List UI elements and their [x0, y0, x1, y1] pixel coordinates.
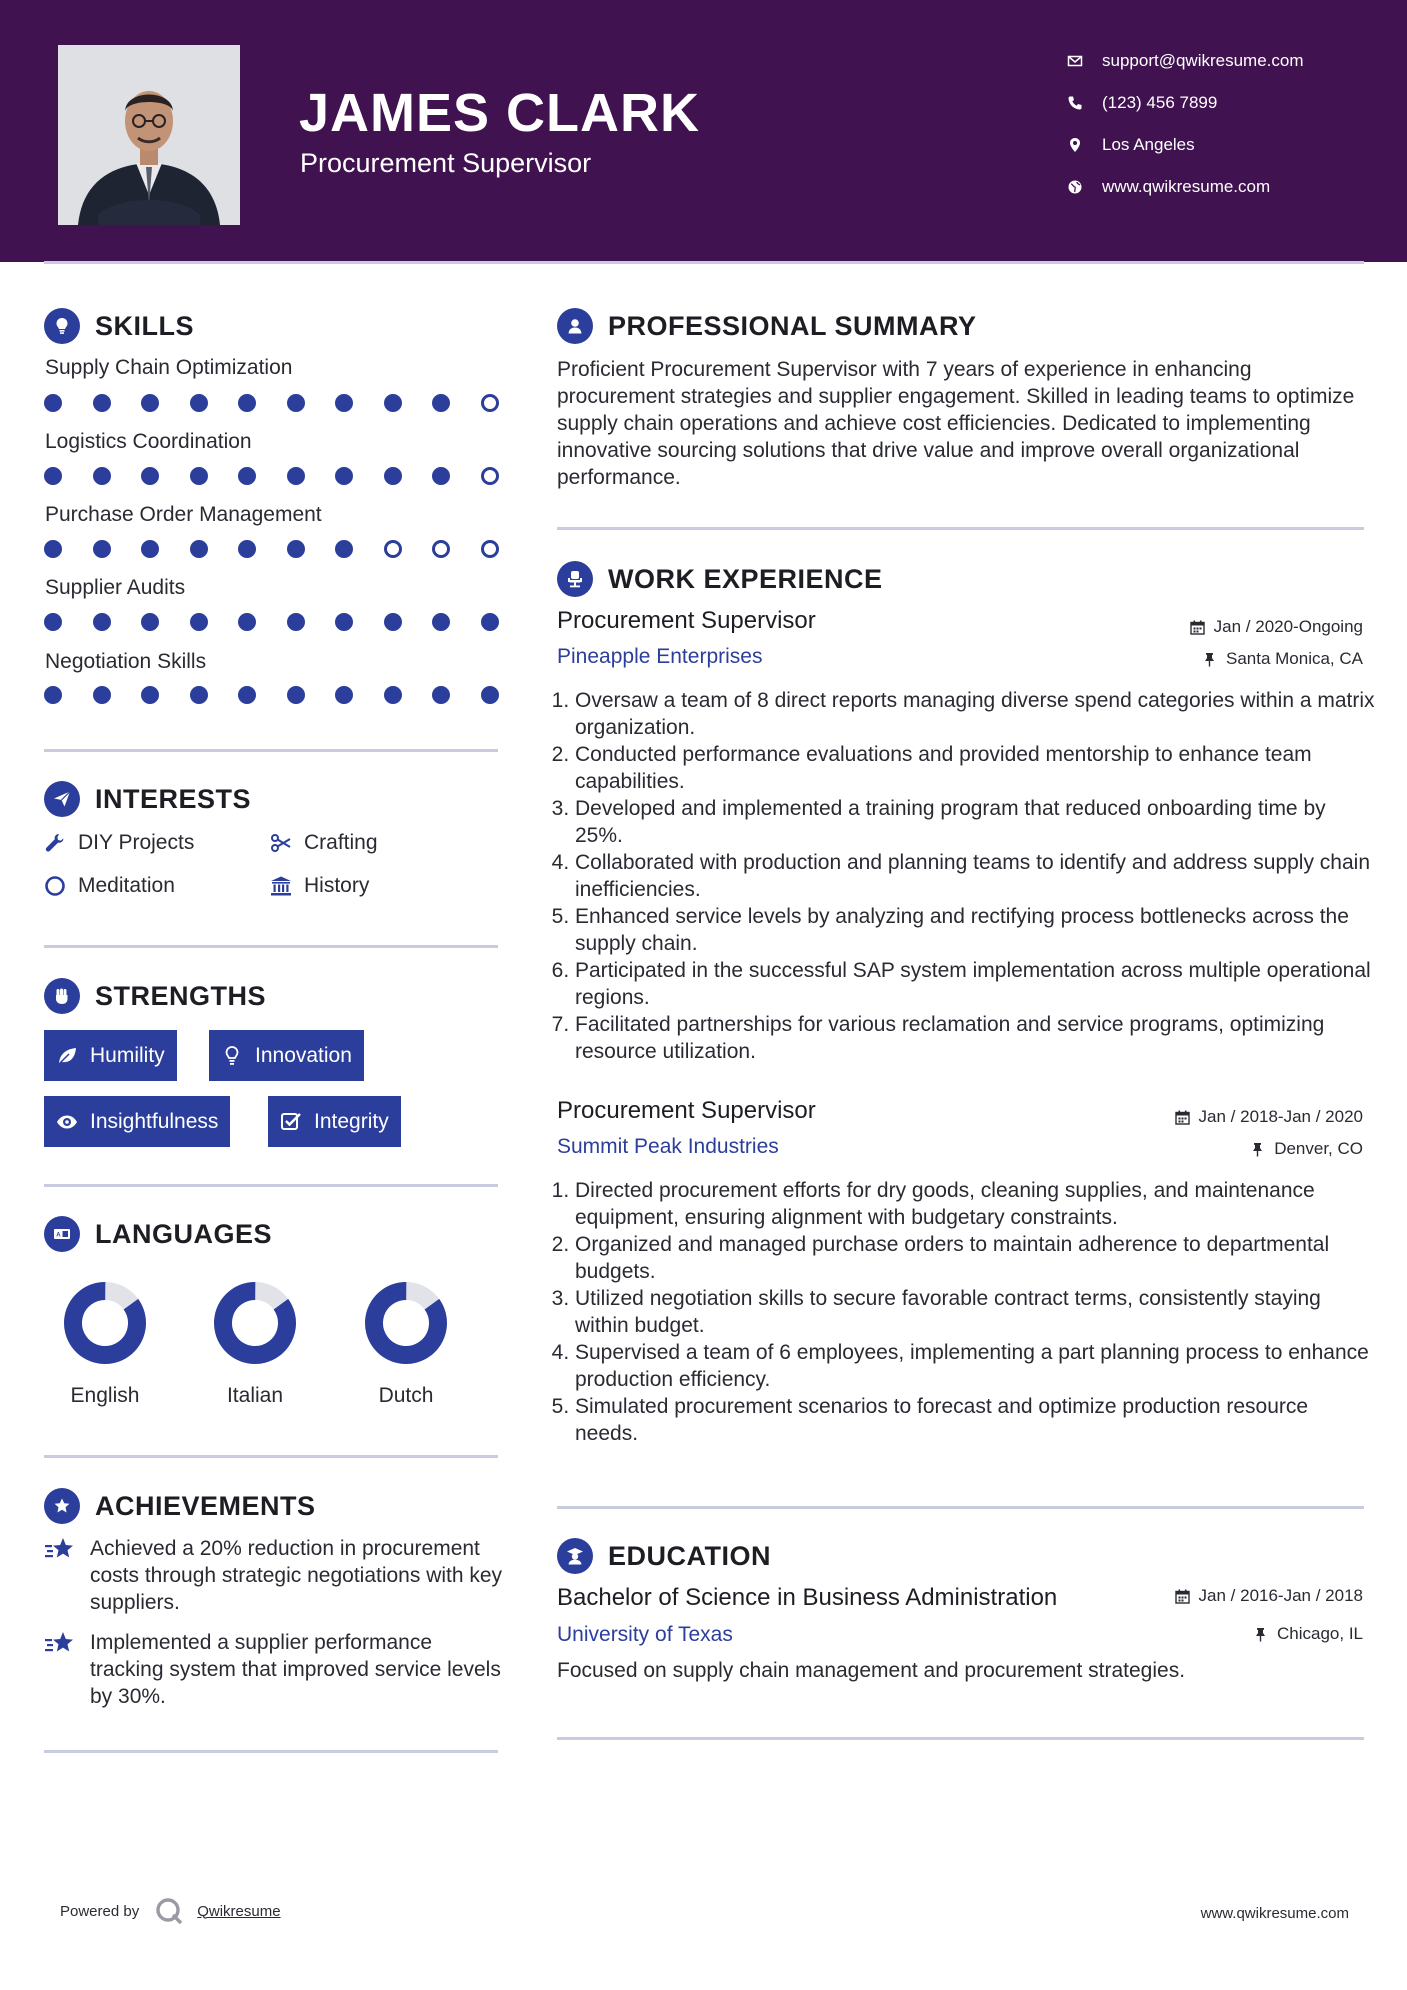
strength-label: Innovation — [255, 1043, 352, 1067]
star-badge-icon — [44, 1488, 80, 1524]
responsibility-item: 1. Directed procurement efforts for dry goods, cleaning supplies, and maintenance equipment, ensuring alignment with budgetary constraints. — [575, 1177, 1375, 1231]
rating-dot-empty — [384, 540, 402, 558]
rating-dot-filled — [287, 613, 305, 631]
rating-dot-filled — [238, 394, 256, 412]
job-dates-text: Jan / 2018-Jan / 2020 — [1198, 1107, 1363, 1126]
footer-url[interactable]: www.qwikresume.com — [1200, 1905, 1349, 1922]
globe-icon — [1064, 176, 1086, 198]
strength-label: Integrity — [314, 1109, 389, 1133]
education-dates-text: Jan / 2016-Jan / 2018 — [1198, 1586, 1363, 1605]
responsibility-item: 4. Supervised a team of 6 employees, implementing a part planning process to enhance production efficiency. — [575, 1339, 1375, 1393]
rating-dot-filled — [190, 394, 208, 412]
section-divider — [44, 749, 498, 752]
skill-rating — [44, 686, 529, 704]
qwikresume-logo-icon — [155, 1897, 183, 1925]
skill-name: Logistics Coordination — [45, 430, 252, 453]
rating-dot-filled — [335, 686, 353, 704]
paper-plane-icon — [44, 781, 80, 817]
experience-title: WORK EXPERIENCE — [608, 563, 883, 594]
skills-heading — [44, 308, 194, 344]
rating-dot-filled — [93, 467, 111, 485]
company-name: Summit Peak Industries — [557, 1135, 779, 1158]
rating-dot-filled — [93, 540, 111, 558]
achievement-text: Implemented a supplier performance tracking system that improved service levels by 30%. — [90, 1631, 501, 1708]
profile-photo — [58, 45, 240, 225]
job-dates — [1190, 617, 1363, 637]
interest-item — [270, 874, 369, 898]
skill-rating — [44, 613, 529, 631]
calendar-icon — [1175, 1110, 1190, 1125]
contact-list — [1064, 40, 1394, 208]
rating-dot-filled — [238, 613, 256, 631]
language-label: English — [70, 1384, 140, 1407]
rating-dot-filled — [44, 613, 62, 631]
rating-dot-empty — [481, 467, 499, 485]
job-location — [1250, 1139, 1363, 1159]
contact-location-text: Los Angeles — [1102, 135, 1195, 154]
job-location — [1202, 649, 1363, 669]
education-dates — [1175, 1586, 1363, 1606]
responsibility-item: 7. Facilitated partnerships for various reclamation and service programs, optimizing resource utilization. — [575, 1011, 1375, 1065]
rating-dot-filled — [238, 540, 256, 558]
header-divider — [44, 261, 1364, 264]
eye-icon — [56, 1111, 78, 1133]
pushpin-icon — [1202, 652, 1217, 667]
job-responsibilities — [575, 1177, 1375, 1447]
degree-title: Bachelor of Science in Business Administration — [557, 1584, 1058, 1611]
interest-item — [270, 831, 378, 855]
contact-website[interactable] — [1064, 166, 1394, 208]
location-pin-icon — [1064, 134, 1086, 156]
skill-name: Supply Chain Optimization — [45, 356, 293, 379]
rating-dot-filled — [93, 394, 111, 412]
responsibility-item: 1. Oversaw a team of 8 direct reports managing diverse spend categories within a matrix organization. — [575, 687, 1375, 741]
portrait-image — [58, 45, 240, 225]
education-heading — [557, 1538, 771, 1574]
interest-item — [44, 831, 194, 855]
rating-dot-filled — [432, 394, 450, 412]
section-divider — [44, 1455, 498, 1458]
achievement-item — [44, 1629, 504, 1710]
rating-dot-filled — [481, 613, 499, 631]
interest-label: Meditation — [78, 874, 175, 897]
skill-name: Negotiation Skills — [45, 650, 207, 673]
language-item — [45, 1280, 165, 1408]
rating-dot-empty — [481, 394, 499, 412]
skill-name: Purchase Order Management — [45, 503, 322, 526]
strength-badge — [209, 1030, 364, 1081]
language-item — [346, 1280, 466, 1408]
strength-label: Insightfulness — [90, 1109, 219, 1133]
rating-dot-filled — [190, 467, 208, 485]
star-icon — [44, 1537, 78, 1563]
interest-label: History — [304, 874, 370, 897]
summary-title: PROFESSIONAL SUMMARY — [608, 310, 977, 341]
rating-dot-filled — [384, 613, 402, 631]
rating-dot-filled — [335, 540, 353, 558]
fist-icon — [44, 978, 80, 1014]
achievement-item — [44, 1535, 504, 1616]
summary-heading — [557, 308, 977, 344]
rating-dot-filled — [93, 613, 111, 631]
languages-heading — [44, 1216, 272, 1252]
skill-rating — [44, 467, 529, 485]
section-divider — [557, 1737, 1364, 1740]
contact-location — [1064, 124, 1394, 166]
rating-dot-filled — [432, 686, 450, 704]
rating-dot-filled — [93, 686, 111, 704]
phone-icon — [1064, 92, 1086, 114]
rating-dot-filled — [141, 540, 159, 558]
languages-title: LANGUAGES — [95, 1218, 273, 1249]
rating-dot-filled — [384, 394, 402, 412]
rating-dot-filled — [141, 467, 159, 485]
language-label: Dutch — [378, 1384, 434, 1407]
pushpin-icon — [1250, 1142, 1265, 1157]
job-dates-text: Jan / 2020-Ongoing — [1213, 617, 1363, 636]
contact-phone[interactable] — [1064, 82, 1394, 124]
interest-label: DIY Projects — [78, 831, 195, 854]
strength-badge — [268, 1096, 401, 1147]
rating-dot-filled — [141, 613, 159, 631]
achievement-text: Achieved a 20% reduction in procurement costs through strategic negotiations with key suppliers. — [90, 1537, 503, 1614]
experience-heading — [557, 561, 883, 597]
rating-dot-filled — [44, 467, 62, 485]
pushpin-icon — [1253, 1627, 1268, 1642]
rating-dot-filled — [481, 686, 499, 704]
qwikresume-link[interactable]: Qwikresume — [197, 1902, 281, 1920]
museum-icon — [270, 875, 292, 897]
language-icon — [44, 1216, 80, 1252]
rating-dot-filled — [44, 686, 62, 704]
language-donut — [363, 1280, 449, 1366]
responsibility-item: 5. Enhanced service levels by analyzing and rectifying process bottlenecks across the supply chain. — [575, 903, 1375, 957]
job-title: Procurement Supervisor — [557, 1097, 816, 1124]
calendar-icon — [1190, 620, 1205, 635]
lightbulb-icon — [44, 308, 80, 344]
contact-website-text: www.qwikresume.com — [1102, 177, 1271, 196]
language-donut — [212, 1280, 298, 1366]
interest-label: Crafting — [304, 831, 378, 854]
language-item — [195, 1280, 315, 1408]
education-description: Focused on supply chain management and procurement strategies. — [557, 1659, 1186, 1682]
section-divider — [44, 1750, 498, 1753]
school-name: University of Texas — [557, 1623, 733, 1646]
section-divider — [557, 527, 1364, 530]
company-name: Pineapple Enterprises — [557, 645, 763, 668]
rating-dot-filled — [384, 467, 402, 485]
rating-dot-filled — [287, 540, 305, 558]
rating-dot-filled — [141, 394, 159, 412]
powered-by-text: Powered by — [60, 1902, 140, 1920]
check-square-icon — [280, 1111, 302, 1133]
responsibility-item: 3. Developed and implemented a training program that reduced onboarding time by 25%. — [575, 795, 1375, 849]
scissors-icon — [270, 832, 292, 854]
rating-dot-filled — [335, 394, 353, 412]
section-divider — [44, 1184, 498, 1187]
responsibility-item: 2. Organized and managed purchase orders to maintain adherence to departmental budgets. — [575, 1231, 1375, 1285]
rating-dot-filled — [287, 394, 305, 412]
language-label: Italian — [226, 1384, 284, 1407]
footer-powered-by — [60, 1897, 281, 1925]
svg-text:A: A — [56, 1232, 62, 1239]
skill-rating — [44, 540, 529, 558]
contact-email[interactable] — [1064, 40, 1394, 82]
section-divider — [557, 1506, 1364, 1509]
responsibility-item: 5. Simulated procurement scenarios to forecast and optimize production resource needs. — [575, 1393, 1375, 1447]
rating-dot-filled — [238, 686, 256, 704]
rating-dot-filled — [190, 613, 208, 631]
rating-dot-empty — [481, 540, 499, 558]
education-location — [1253, 1624, 1363, 1644]
strength-label: Humility — [90, 1043, 165, 1067]
job-location-text: Denver, CO — [1274, 1139, 1363, 1158]
skill-rating — [44, 394, 529, 412]
rating-dot-filled — [44, 540, 62, 558]
skills-title: SKILLS — [95, 310, 195, 341]
rating-dot-filled — [190, 686, 208, 704]
interests-title: INTERESTS — [95, 783, 252, 814]
strength-badge — [44, 1030, 177, 1081]
graduate-icon — [557, 1538, 593, 1574]
lightbulb-icon — [221, 1045, 243, 1067]
responsibility-item: 6. Participated in the successful SAP system implementation across multiple operational regions. — [575, 957, 1375, 1011]
rating-dot-empty — [432, 540, 450, 558]
rating-dot-filled — [287, 467, 305, 485]
wrench-icon — [44, 832, 66, 854]
calendar-icon — [1175, 1589, 1190, 1604]
rating-dot-filled — [384, 686, 402, 704]
job-dates — [1175, 1107, 1363, 1127]
job-title: Procurement Supervisor — [557, 607, 816, 634]
language-donut — [62, 1280, 148, 1366]
rating-dot-filled — [335, 467, 353, 485]
summary-text: Proficient Procurement Supervisor with 7 years of experience in enhancing procurement strategies and supplier engagement. Skilled in leading teams to optimize supply chain operations and achieve cost efficiencies. Dedicated to implementing innovative sourcing solutions that drive value and improve overall organizational performance. — [557, 358, 1355, 489]
skill-name: Supplier Audits — [45, 576, 186, 599]
rating-dot-filled — [141, 686, 159, 704]
rating-dot-filled — [190, 540, 208, 558]
rating-dot-filled — [287, 686, 305, 704]
rating-dot-filled — [44, 394, 62, 412]
education-title: EDUCATION — [608, 1540, 771, 1571]
job-responsibilities — [575, 687, 1375, 1065]
rating-dot-filled — [432, 467, 450, 485]
envelope-icon — [1064, 50, 1086, 72]
contact-phone-text: (123) 456 7899 — [1102, 93, 1218, 112]
interests-heading — [44, 781, 251, 817]
rating-dot-filled — [432, 613, 450, 631]
interest-item — [44, 874, 175, 898]
circle-icon — [44, 875, 66, 897]
strength-badge — [44, 1096, 230, 1147]
star-icon — [44, 1631, 78, 1657]
rating-dot-filled — [238, 467, 256, 485]
candidate-role: Procurement Supervisor — [300, 148, 592, 178]
leaf-icon — [56, 1045, 78, 1067]
rating-dot-filled — [335, 613, 353, 631]
user-icon — [557, 308, 593, 344]
achievements-heading — [44, 1488, 316, 1524]
contact-email-text: support@qwikresume.com — [1102, 51, 1304, 70]
resume-header — [0, 0, 1407, 262]
strengths-heading — [44, 978, 266, 1014]
section-divider — [44, 945, 498, 948]
responsibility-item: 4. Collaborated with production and planning teams to identify and address supply chain inefficiencies. — [575, 849, 1375, 903]
candidate-name: JAMES CLARK — [299, 83, 701, 143]
education-location-text: Chicago, IL — [1277, 1624, 1363, 1643]
responsibility-item: 2. Conducted performance evaluations and provided mentorship to enhance team capabilities. — [575, 741, 1375, 795]
strengths-title: STRENGTHS — [95, 980, 267, 1011]
office-chair-icon — [557, 561, 593, 597]
job-location-text: Santa Monica, CA — [1225, 649, 1363, 668]
responsibility-item: 3. Utilized negotiation skills to secure favorable contract terms, consistently staying within budget. — [575, 1285, 1375, 1339]
achievements-title: ACHIEVEMENTS — [95, 1490, 316, 1521]
